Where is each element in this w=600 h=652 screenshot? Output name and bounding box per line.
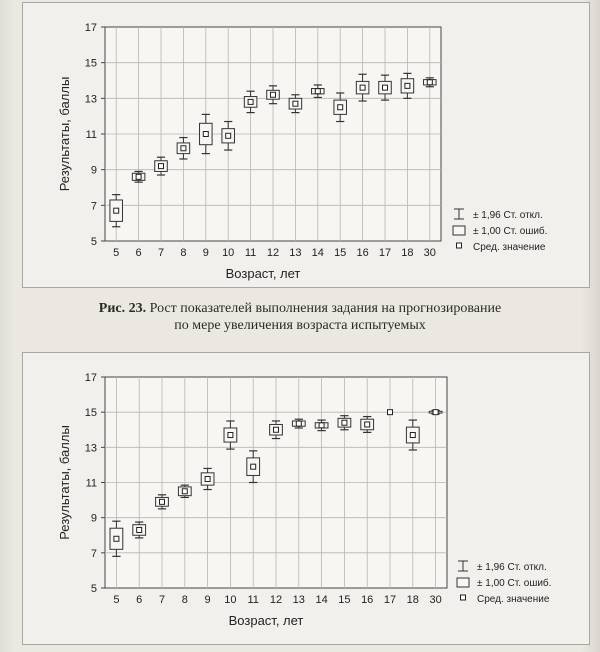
mean-marker xyxy=(383,85,388,90)
x-tick-label: 13 xyxy=(292,594,305,606)
x-tick-label: 13 xyxy=(289,247,302,259)
x-tick-label: 30 xyxy=(429,594,442,606)
mean-marker xyxy=(137,527,142,532)
y-tick-label: 15 xyxy=(84,407,97,420)
mean-marker xyxy=(205,476,210,481)
mean-marker xyxy=(181,146,186,151)
x-tick-label: 15 xyxy=(338,594,351,606)
legend xyxy=(453,209,547,253)
x-tick-label: 12 xyxy=(266,247,280,259)
x-axis-title: Возраст, лет xyxy=(225,266,301,281)
mean-marker xyxy=(315,89,320,94)
mean-marker xyxy=(114,536,119,541)
mean-marker xyxy=(114,208,119,213)
y-tick-label: 13 xyxy=(84,442,97,455)
mean-marker xyxy=(226,133,231,138)
legend-mean-icon xyxy=(457,243,462,248)
mean-marker xyxy=(427,80,432,85)
box-plot-item xyxy=(132,171,145,182)
y-tick-label: 17 xyxy=(84,372,97,384)
legend-label: Сред. значение xyxy=(473,242,546,253)
y-tick-label: 13 xyxy=(84,93,97,106)
mean-marker xyxy=(365,422,370,427)
legend-label: ± 1,96 Ст. откл. xyxy=(477,562,547,573)
x-tick-label: 7 xyxy=(158,594,166,606)
x-tick-label: 6 xyxy=(136,594,143,606)
legend-box-icon xyxy=(457,578,469,587)
legend-label: ± 1,96 Ст. откл. xyxy=(473,210,543,221)
y-tick-label: 11 xyxy=(85,477,97,490)
y-tick-label: 5 xyxy=(90,236,97,248)
x-tick-label: 16 xyxy=(356,247,369,259)
x-tick-label: 5 xyxy=(113,594,120,606)
legend-label: ± 1,00 Ст. ошиб. xyxy=(473,226,548,237)
x-tick-label: 8 xyxy=(180,247,187,259)
mean-marker xyxy=(388,410,393,415)
caption-text-1: Рост показателей выполнения задания на прогнозирование xyxy=(146,301,502,316)
x-tick-label: 17 xyxy=(378,247,392,259)
mean-marker xyxy=(405,83,410,88)
mean-marker xyxy=(136,174,141,179)
x-tick-label: 11 xyxy=(244,247,257,259)
mean-marker xyxy=(410,433,415,438)
legend-box-icon xyxy=(453,226,465,235)
caption-line-2: по мере увеличения возраста испытуемых xyxy=(174,318,426,333)
legend xyxy=(457,561,551,605)
mean-marker xyxy=(203,132,208,137)
mean-marker xyxy=(228,433,233,438)
x-tick-label: 5 xyxy=(113,247,120,259)
y-tick-label: 15 xyxy=(84,57,97,70)
x-tick-label: 6 xyxy=(135,247,142,259)
y-tick-label: 11 xyxy=(85,129,97,141)
x-tick-label: 10 xyxy=(222,247,235,259)
mean-marker xyxy=(159,164,164,169)
legend-label: Сред. значение xyxy=(477,594,550,605)
mean-marker xyxy=(433,410,438,415)
y-tick-label: 17 xyxy=(84,22,97,34)
x-tick-label: 10 xyxy=(224,594,237,606)
x-tick-label: 7 xyxy=(157,247,165,259)
mean-marker xyxy=(248,99,253,104)
box-plot-chart-1 xyxy=(23,3,589,287)
x-tick-label: 30 xyxy=(423,247,436,259)
x-axis-title: Возраст, лет xyxy=(228,613,304,628)
x-tick-label: 15 xyxy=(334,247,347,259)
x-tick-label: 11 xyxy=(247,594,259,606)
box-plot-chart-2 xyxy=(23,353,589,644)
chart-panel-2 xyxy=(22,352,590,645)
mean-marker xyxy=(296,421,301,426)
legend-label: ± 1,00 Ст. ошиб. xyxy=(477,578,552,589)
caption-line-1 xyxy=(0,300,600,317)
box-plot-item xyxy=(361,417,374,433)
x-tick-label: 16 xyxy=(361,594,374,606)
y-tick-label: 5 xyxy=(90,583,97,595)
box-plot-item xyxy=(424,78,437,87)
mean-marker xyxy=(251,464,256,469)
y-tick-label: 7 xyxy=(90,547,97,560)
mean-marker xyxy=(319,423,324,428)
y-tick-label: 9 xyxy=(90,512,97,525)
x-tick-label: 9 xyxy=(204,594,211,606)
figure-caption xyxy=(0,300,600,334)
y-tick-label: 7 xyxy=(90,200,97,213)
box-plot-item xyxy=(178,485,191,497)
mean-marker xyxy=(160,499,165,504)
mean-marker xyxy=(342,420,347,425)
mean-marker xyxy=(271,92,276,97)
box-plot-item xyxy=(292,419,305,428)
legend-mean-icon xyxy=(461,595,466,600)
x-tick-label: 17 xyxy=(383,594,397,606)
mean-marker xyxy=(360,85,365,90)
x-tick-label: 8 xyxy=(181,594,188,606)
chart-panel-1 xyxy=(22,2,590,288)
mean-marker xyxy=(182,489,187,494)
y-axis-title: Результаты, баллы xyxy=(57,425,72,540)
mean-marker xyxy=(293,101,298,106)
box-plot-item xyxy=(388,410,393,415)
x-tick-label: 18 xyxy=(406,594,419,606)
y-axis-title: Результаты, баллы xyxy=(57,76,72,192)
x-tick-label: 14 xyxy=(311,247,324,259)
box-plot-item xyxy=(133,522,146,538)
y-tick-label: 9 xyxy=(90,164,97,177)
x-tick-label: 9 xyxy=(202,247,209,259)
caption-label: Рис. 23. xyxy=(98,301,147,316)
x-tick-label: 12 xyxy=(269,594,283,606)
mean-marker xyxy=(274,427,279,432)
x-tick-label: 18 xyxy=(401,247,414,259)
mean-marker xyxy=(338,105,343,110)
x-tick-label: 14 xyxy=(315,594,328,606)
